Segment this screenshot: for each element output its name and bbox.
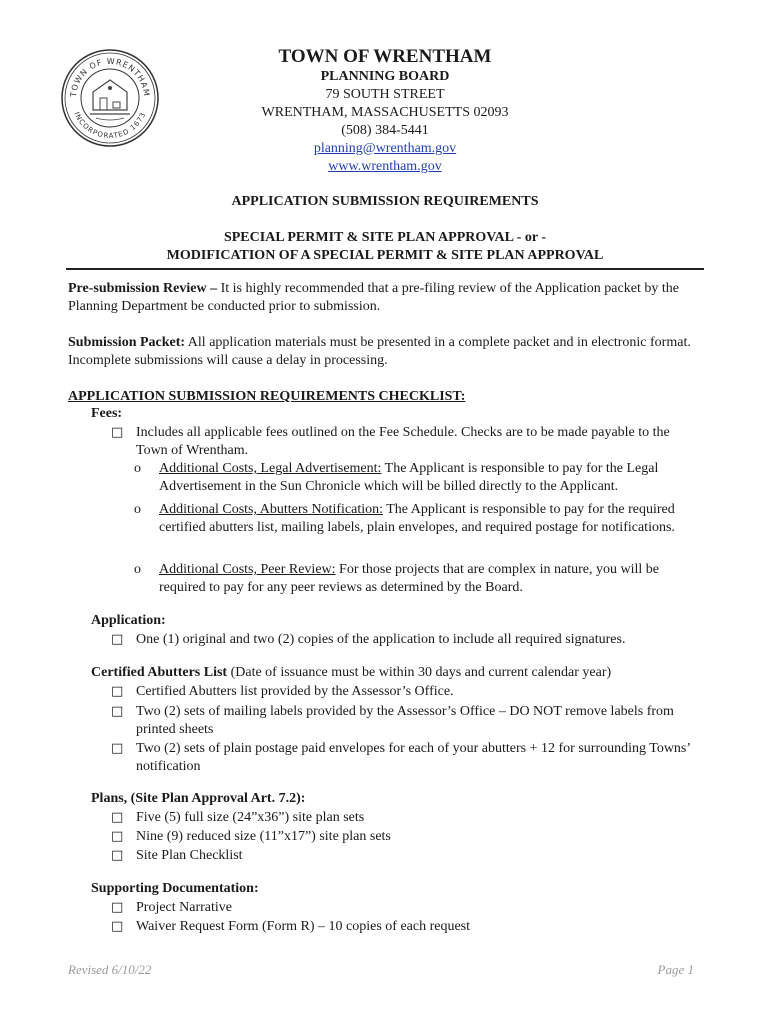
presubmission-label: Pre-submission Review – [68,281,218,296]
checkbox-icon[interactable]: □ [111,810,124,825]
abutters-heading-label: Certified Abutters List [91,665,228,680]
phone-number: (508) 384-5441 [341,123,429,138]
document-subtitle-line1: SPECIAL PERMIT & SITE PLAN APPROVAL - or - [223,230,547,245]
fees-heading: Fees: [91,406,123,421]
checkbox-icon[interactable]: □ [111,829,124,844]
checklist-item-text: Waiver Request Form (Form R) – 10 copies of each request [136,919,471,934]
revised-date: Revised 6/10/22 [68,962,152,977]
checkbox-icon[interactable]: □ [111,684,124,699]
checkbox-icon[interactable]: □ [111,704,124,719]
street-address: 79 SOUTH STREET [325,87,445,102]
letterhead [160,46,610,176]
checklist-item-text: Site Plan Checklist [136,848,243,863]
document-subtitle-line2: MODIFICATION OF A SPECIAL PERMIT & SITE PLAN APPROVAL [166,248,604,263]
email-link[interactable]: planning@wrentham.gov [313,141,457,156]
application-heading: Application: [91,613,166,628]
bullet-icon: o [134,461,141,476]
board-name: PLANNING BOARD [320,69,450,84]
checkbox-icon[interactable]: □ [111,741,124,756]
presubmission-paragraph [68,280,704,316]
document-title: APPLICATION SUBMISSION REQUIREMENTS [231,194,539,209]
subitem-label: Additional Costs, Legal Advertisement: [159,461,382,476]
city-state-zip: WRENTHAM, MASSACHUSETTS 02093 [261,105,509,120]
plans-heading: Plans, (Site Plan Approval Art. 7.2): [91,791,306,806]
svg-text:INCORPORATED 1673 [72,111,147,140]
checklist-item-text: Two (2) sets of mailing labels provided by the Assessor’s Office – DO NOT remove labels from printed sheets [136,704,674,737]
submission-packet-label: Submission Packet: [68,335,186,350]
bullet-icon: o [134,562,141,577]
presubmission-text: It is highly recommended that a pre-filing review of the Application packet by the Planning Department be conducted prior to submission. [68,281,679,314]
website-link[interactable]: www.wrentham.gov [328,159,442,174]
checklist-item-text: Certified Abutters list provided by the Assessor’s Office. [136,684,454,699]
checkbox-icon[interactable]: □ [111,632,124,647]
subitem-text: The Applicant is responsible to pay for the required certified abutters list, mailing labels, plain envelopes, and required postage for notifications. [159,502,675,535]
town-seal-image [60,48,160,148]
subitem-text: For those projects that are complex in nature, you will be required to pay for any peer reviews as determined by the Board. [159,562,660,595]
checklist-item-text: Nine (9) reduced size (11”x17”) site plan sets [136,829,391,844]
subitem-label: Additional Costs, Abutters Notification: [159,502,383,517]
town-name: TOWN OF WRENTHAM [278,46,492,67]
checkbox-icon[interactable]: □ [111,848,124,863]
subitem-label: Additional Costs, Peer Review: [159,562,336,577]
seal-top-text: TOWN OF WRENTHAM [68,56,152,98]
bullet-icon: o [134,502,141,517]
supporting-heading: Supporting Documentation: [91,881,259,896]
submission-packet-text: All application materials must be presented in a complete packet and in electronic format. Incomplete submissions will cause a delay in processing. [68,335,691,368]
subitem-text: The Applicant is responsible to pay for the Legal Advertisement in the Sun Chronicle which will be billed directly to the Applicant. [159,461,659,494]
page-number: Page 1 [657,962,694,977]
title-divider [66,268,704,270]
seal-bottom-text: INCORPORATED 1673 [72,110,148,141]
checklist-item-text: One (1) original and two (2) copies of the application to include all required signatures. [136,632,626,647]
abutters-heading-note: (Date of issuance must be within 30 days and current calendar year) [227,665,612,680]
checklist-item-text: Project Narrative [136,900,233,915]
abutters-heading [91,664,611,682]
checklist-item-text: Five (5) full size (24”x36”) site plan sets [136,810,365,825]
submission-packet-paragraph [68,334,704,370]
checkbox-icon[interactable]: □ [111,919,124,934]
checkbox-icon[interactable]: □ [111,900,124,915]
checklist-item-text: Two (2) sets of plain postage paid envelopes for each of your abutters + 12 for surrounding Towns’ notification [136,741,691,774]
checkbox-icon[interactable]: □ [111,425,124,440]
checklist-title: APPLICATION SUBMISSION REQUIREMENTS CHECKLIST: [68,389,466,404]
checklist-item-text: Includes all applicable fees outlined on the Fee Schedule. Checks are to be made payable to the Town of Wrentham. [136,425,670,458]
